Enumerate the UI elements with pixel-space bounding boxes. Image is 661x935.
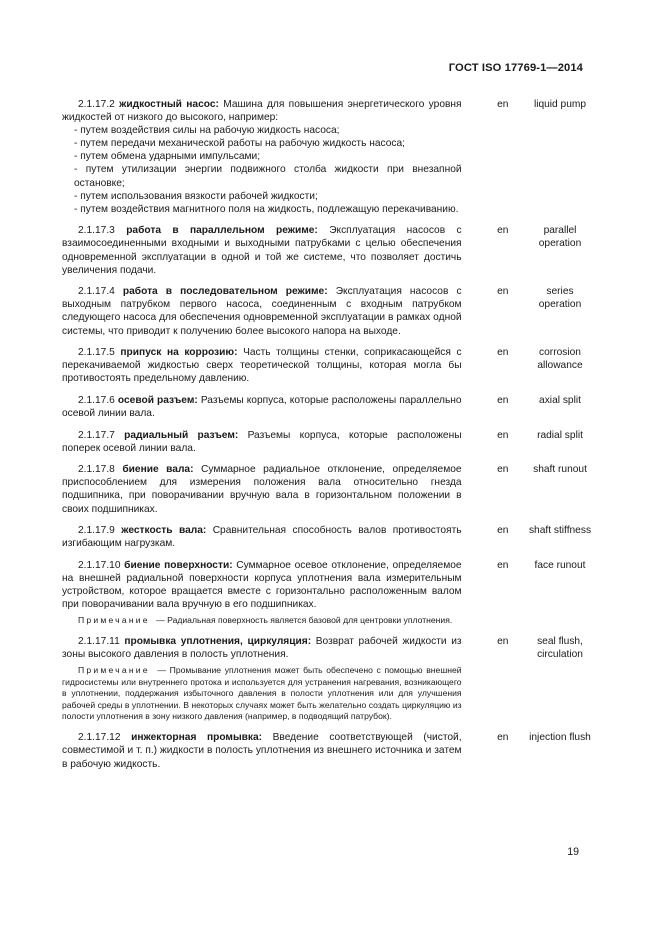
english-term: series operation: [538, 286, 582, 311]
list-item: - путем утилизации энергии подвижного столба жидкости при внезапной остановке;: [74, 164, 462, 189]
term-number: 2.1.17.12: [78, 732, 121, 744]
language-code: en: [497, 99, 509, 110]
definition: [62, 635, 462, 723]
term-number: 2.1.17.3: [78, 225, 115, 237]
term-entry-2-1-17-5: [62, 346, 592, 385]
note-text: — Радиальная поверхность является базовой для центровки уплотнения.: [156, 615, 453, 626]
note-label: Примечание: [78, 615, 150, 626]
definition: [62, 394, 462, 420]
term-name: биение поверхности:: [124, 559, 233, 571]
english-term: corrosion allowance: [537, 347, 583, 372]
english-term: shaft runout: [533, 464, 587, 476]
term-name: работа в параллельном режиме:: [126, 225, 318, 237]
list-item: - путем использования вязкости рабочей жидкости;: [74, 190, 318, 202]
term-entry-2-1-17-8: [62, 463, 592, 515]
definition: [62, 731, 462, 770]
note: [62, 615, 462, 627]
term-entry-2-1-17-7: [62, 429, 592, 455]
page-number: 19: [567, 846, 579, 858]
term-text: Суммарное осевое отклонение, определяемое на внешней радиальной поверхности корпуса уплотнения вала измерительным устройством, которое вращается вместе с горизонтально расположенным валом при поворачивании вала вручную в его подшипниках.: [62, 559, 462, 611]
term-entry-2-1-17-10: [62, 559, 592, 627]
term-text: Введение соответствующей (чистой, совместимой и т. п.) жидкости в полость уплотнения из внешнего источника и затем в рабочую жидкость.: [62, 732, 462, 770]
term-entry-2-1-17-3: [62, 224, 592, 276]
language-code: en: [497, 286, 509, 298]
term-entry-2-1-17-2: [62, 98, 592, 216]
definition: [62, 346, 462, 385]
language-code: en: [497, 464, 509, 476]
term-name: радиальный разъем:: [124, 429, 239, 441]
english-term: seal flush, circulation: [537, 636, 583, 661]
term-name: инжекторная промывка:: [131, 732, 263, 744]
term-name: промывка уплотнения, циркуляция:: [124, 636, 312, 648]
definition: [62, 524, 462, 550]
term-number: 2.1.17.9: [78, 525, 115, 537]
language-code: en: [497, 347, 509, 359]
term-name: работа в последовательном режиме:: [122, 286, 328, 298]
term-text: Разъемы корпуса, которые расположены параллельно осевой линии вала.: [62, 394, 462, 419]
term-number: 2.1.17.11: [78, 636, 120, 648]
definition: [62, 429, 462, 455]
note-label: Примечание: [78, 665, 150, 676]
language-code: en: [497, 636, 509, 648]
english-term: injection flush: [529, 732, 591, 744]
term-text: Эксплуатация насосов с выходным патрубком первого насоса, соединенным с входным патрубком следующего насоса для обеспечения одновременной эксплуатации в рамках одной системы, что приводит к получению более высокого напора на выходе.: [62, 286, 462, 337]
term-entry-2-1-17-9: [62, 524, 592, 550]
term-entry-2-1-17-12: [62, 731, 592, 770]
language-code: en: [497, 525, 509, 537]
term-entry-2-1-17-6: [62, 394, 592, 420]
term-entry-2-1-17-4: [62, 285, 592, 337]
list-item: - путем обмена ударными импульсами;: [74, 151, 261, 163]
term-text: Суммарное радиальное отклонение, определяемое приспособлением для измерения положения вала относительно гнезда подшипника, при поворачивании вручную вала в горизонтальном положении в своих подшипниках.: [62, 464, 462, 515]
term-text: Возврат рабочей жидкости из зоны высокого давления в полость уплотнения.: [62, 636, 462, 661]
english-term: radial split: [537, 429, 583, 441]
term-number: 2.1.17.2: [78, 99, 115, 110]
term-text: Часть толщины стенки, соприкасающейся с перекачиваемой жидкостью сверх теоретической толщины, которая могла бы противостоять предельному давлению.: [62, 347, 462, 385]
term-text: Эксплуатация насосов с взаимосоединенными входными и выходными патрубками с целью обеспечения одновременной эксплуатации в одной и той же системе, что позволяет достичь увеличения подачи.: [62, 225, 462, 276]
term-name: биение вала:: [122, 464, 194, 476]
note: [62, 665, 462, 723]
term-number: 2.1.17.7: [78, 429, 115, 441]
term-number: 2.1.17.10: [78, 559, 121, 571]
english-term: face runout: [534, 559, 586, 571]
definition: [62, 98, 462, 216]
language-code: en: [497, 429, 509, 441]
list-item: - путем передачи механической работы на рабочую жидкость насоса;: [74, 138, 405, 150]
language-code: en: [497, 225, 509, 237]
term-number: 2.1.17.4: [78, 286, 115, 298]
language-code: en: [497, 732, 509, 744]
list-item: - путем воздействия силы на рабочую жидкость насоса;: [74, 125, 340, 137]
language-code: en: [497, 394, 509, 406]
terms-list: [62, 98, 592, 779]
term-entry-2-1-17-11: [62, 635, 592, 723]
term-name: жидкостный насос:: [119, 99, 219, 110]
term-number: 2.1.17.8: [78, 464, 115, 476]
definition: [62, 559, 462, 627]
english-term: liquid pump: [533, 99, 587, 110]
document-header: ГОСТ ISO 17769-1—2014: [448, 62, 583, 74]
term-text: Машина для повышения энергетического уровня жидкостей от низкого до высокого, например:: [62, 99, 462, 124]
english-term: shaft stiffness: [528, 525, 592, 537]
term-name: припуск на коррозию:: [120, 347, 238, 359]
english-term: axial split: [539, 394, 581, 406]
note-text: — Промывание уплотнения может быть обеспечено с помощью внешней гидросистемы или внутреннего протока и используется для устранения нагревания, возникающего в уплотнении, поддержания избыточного давления в полости уплотнения или для улучшения рабочей среды в уплотнении. В некоторых случаях может быть желательно создать циркуляцию из полости уплотнения в зону низкого давления (например, в подводящий патрубок).: [62, 665, 462, 722]
term-name: жесткость вала:: [121, 525, 207, 537]
term-text: Разъемы корпуса, которые расположены поперек осевой линии вала.: [62, 429, 462, 454]
term-number: 2.1.17.5: [78, 347, 115, 359]
english-term: parallel operation: [538, 225, 582, 250]
language-code: en: [497, 559, 509, 571]
definition: [62, 224, 462, 276]
term-name: осевой разъем:: [117, 394, 198, 406]
term-number: 2.1.17.6: [78, 394, 115, 406]
list-item: - путем воздействия магнитного поля на жидкость, подлежащую перекачиванию.: [74, 203, 459, 215]
term-text: Сравнительная способность валов противостоять изгибающим нагрузкам.: [62, 525, 462, 550]
definition: [62, 463, 462, 515]
definition: [62, 285, 462, 337]
